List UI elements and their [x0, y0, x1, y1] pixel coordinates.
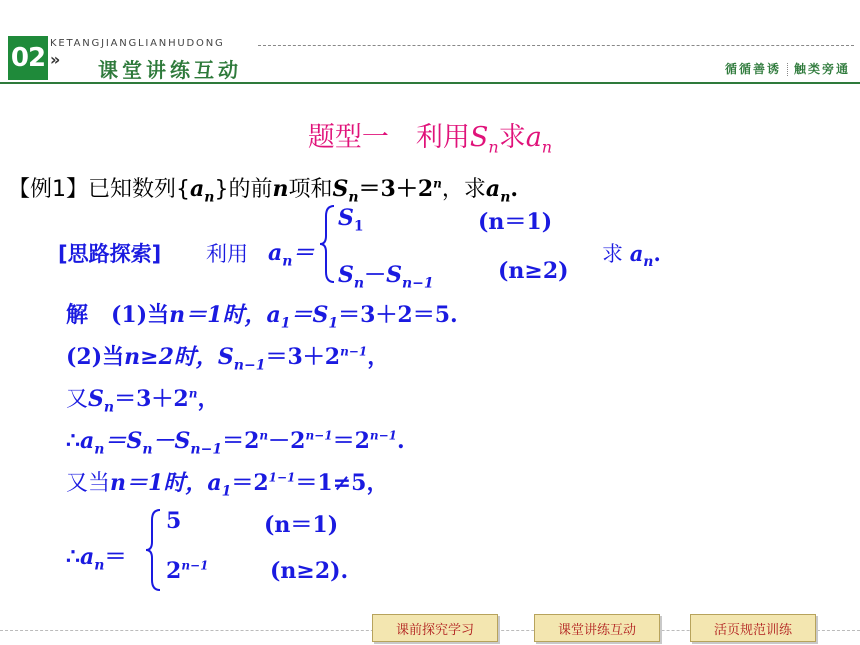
l1-a: (1)当	[111, 302, 170, 328]
example-a: a	[190, 176, 205, 202]
example-end: .	[510, 176, 519, 202]
double-chevron-icon: »	[50, 50, 61, 69]
header-slogan	[725, 60, 850, 77]
hint-a-sub: n	[282, 253, 293, 270]
l1-b: n＝1时，	[169, 302, 267, 328]
l4-b-sub: n	[94, 441, 105, 458]
l2-a: (2)当	[66, 344, 125, 370]
solution-line-6	[66, 540, 126, 573]
l2-d-sup: n−1	[340, 344, 368, 359]
solution-line-5	[66, 466, 388, 499]
header-pinyin: KETANGJIANGLIANHUDONG	[50, 38, 225, 49]
hint-tail	[602, 238, 661, 270]
l4-g-sup: n−1	[369, 428, 398, 443]
l4-d-sub: n−1	[190, 441, 223, 458]
example-mid2: 项和	[288, 177, 333, 202]
example-eq: ＝3＋2	[358, 176, 434, 202]
solution-line-3	[66, 382, 219, 415]
header-rule	[0, 82, 860, 84]
example-a-sub: n	[204, 189, 215, 206]
nav-pre-class-button[interactable]: 课前探究学习	[372, 614, 498, 642]
l3-c: ＝3＋2	[114, 386, 189, 412]
l5-c-sub: 1	[221, 483, 232, 500]
l1-c: a	[266, 302, 281, 328]
l6-b-sub: n	[94, 557, 105, 574]
hint-case1-sub: 1	[353, 218, 364, 235]
title-mid: 求	[498, 122, 526, 153]
l1-d: ＝S	[290, 302, 329, 328]
l4-e-sup: n	[259, 428, 269, 443]
case2-base: 2	[166, 558, 182, 584]
hint-case2-minus: －	[364, 262, 387, 288]
hint-case2-cond: (n≥2)	[498, 258, 569, 284]
l6-b: a	[80, 544, 95, 570]
solution-case2	[166, 558, 208, 584]
example-exp: n	[433, 176, 442, 191]
nav-in-class-button[interactable]: 课堂讲练互动	[534, 614, 660, 642]
solution-line-1	[66, 298, 458, 331]
title-S: S	[469, 122, 489, 153]
l1-c-sub: 1	[280, 315, 291, 332]
l4-c: ＝S	[104, 428, 143, 454]
l4-g: ＝2	[332, 428, 370, 454]
hint-case2-S2: S	[386, 262, 402, 288]
l4-d: －S	[152, 428, 191, 454]
l5-d-sup: 1−1	[268, 470, 296, 485]
hint-label: [思路探索]	[58, 242, 162, 266]
l6-a: ∴	[66, 544, 80, 570]
title-a: a	[525, 122, 542, 153]
page-title	[0, 115, 860, 156]
l5-d: ＝2	[231, 470, 269, 496]
header-title: 课堂讲练互动	[98, 58, 242, 82]
title-a-sub: n	[541, 137, 553, 157]
solution-head: 解	[66, 303, 89, 328]
hint-use: 利用	[206, 242, 248, 266]
hint-an	[268, 236, 314, 269]
solution-brace	[144, 508, 164, 592]
l5-e: ＝1≠5，	[295, 470, 389, 496]
l5-c: a	[207, 470, 222, 496]
l4-f: －2	[268, 428, 306, 454]
l3-a: 又	[66, 387, 89, 412]
section-badge: 02	[8, 36, 48, 80]
slogan-right: 触类旁通	[793, 62, 850, 76]
hint-case2-sub: n	[353, 275, 365, 292]
solution-line-2	[66, 340, 389, 373]
l4-f-sup: n−1	[305, 428, 333, 443]
slogan-separator	[787, 63, 788, 76]
hint-tail-sub: n	[643, 254, 654, 271]
hint-case2	[338, 258, 434, 291]
hint-a: a	[268, 240, 283, 266]
l2-c: S	[217, 344, 234, 370]
solution-line-4	[66, 424, 405, 457]
example-tail-a: a	[485, 176, 501, 202]
hint-eq: ＝	[292, 240, 315, 266]
hint-case2-sub2: n−1	[401, 275, 434, 292]
example-mid: }的前	[214, 177, 273, 202]
l2-e: ，	[367, 344, 390, 370]
l6-eq: ＝	[104, 544, 127, 570]
l3-d: ，	[197, 386, 220, 412]
hint-case1	[338, 205, 364, 234]
l3-b: S	[88, 386, 104, 412]
solution-case1-cond: (n＝1)	[264, 512, 339, 538]
solution-case2-cond: (n≥2).	[270, 558, 349, 584]
example-tail: ，求	[441, 177, 486, 202]
hint-tail-text: 求	[602, 242, 623, 266]
example-n: n	[272, 176, 289, 202]
l4-b: a	[80, 428, 95, 454]
hint-brace	[318, 204, 338, 284]
example-statement	[8, 172, 518, 205]
example-prefix: 【例1】已知数列{	[8, 177, 190, 202]
hint-case1-cond: (n＝1)	[478, 209, 553, 235]
l2-c-sub: n−1	[233, 357, 266, 374]
nav-exercise-button[interactable]: 活页规范训练	[690, 614, 816, 642]
slogan-left: 循循善诱	[724, 62, 781, 76]
l1-d-sub: 1	[328, 315, 339, 332]
header-dashed-divider	[258, 45, 854, 46]
hint-tail-end: .	[653, 241, 661, 266]
hint-tail-a: a	[629, 241, 644, 266]
example-tail-sub: n	[500, 189, 511, 206]
l2-b: n≥2时，	[124, 344, 218, 370]
l5-a: 又当	[66, 471, 111, 496]
hint-case1-S: S	[338, 205, 354, 231]
l4-h: .	[397, 428, 405, 454]
l3-c-sup: n	[188, 386, 198, 401]
l1-e: ＝3＋2＝5.	[338, 302, 458, 328]
solution-case1: 5	[166, 508, 182, 534]
case2-sup: n−1	[181, 558, 209, 573]
l3-b-sub: n	[103, 399, 115, 416]
l2-d: ＝3＋2	[265, 344, 341, 370]
example-S: S	[332, 176, 349, 202]
l4-a: ∴	[66, 428, 80, 454]
hint-case2-S: S	[338, 262, 354, 288]
l4-e: ＝2	[222, 428, 260, 454]
l4-c-sub: n	[142, 441, 153, 458]
title-main: 题型一 利用	[307, 122, 470, 153]
l5-b: n＝1时，	[110, 470, 208, 496]
title-S-sub: n	[488, 137, 499, 157]
example-S-sub: n	[348, 189, 359, 206]
